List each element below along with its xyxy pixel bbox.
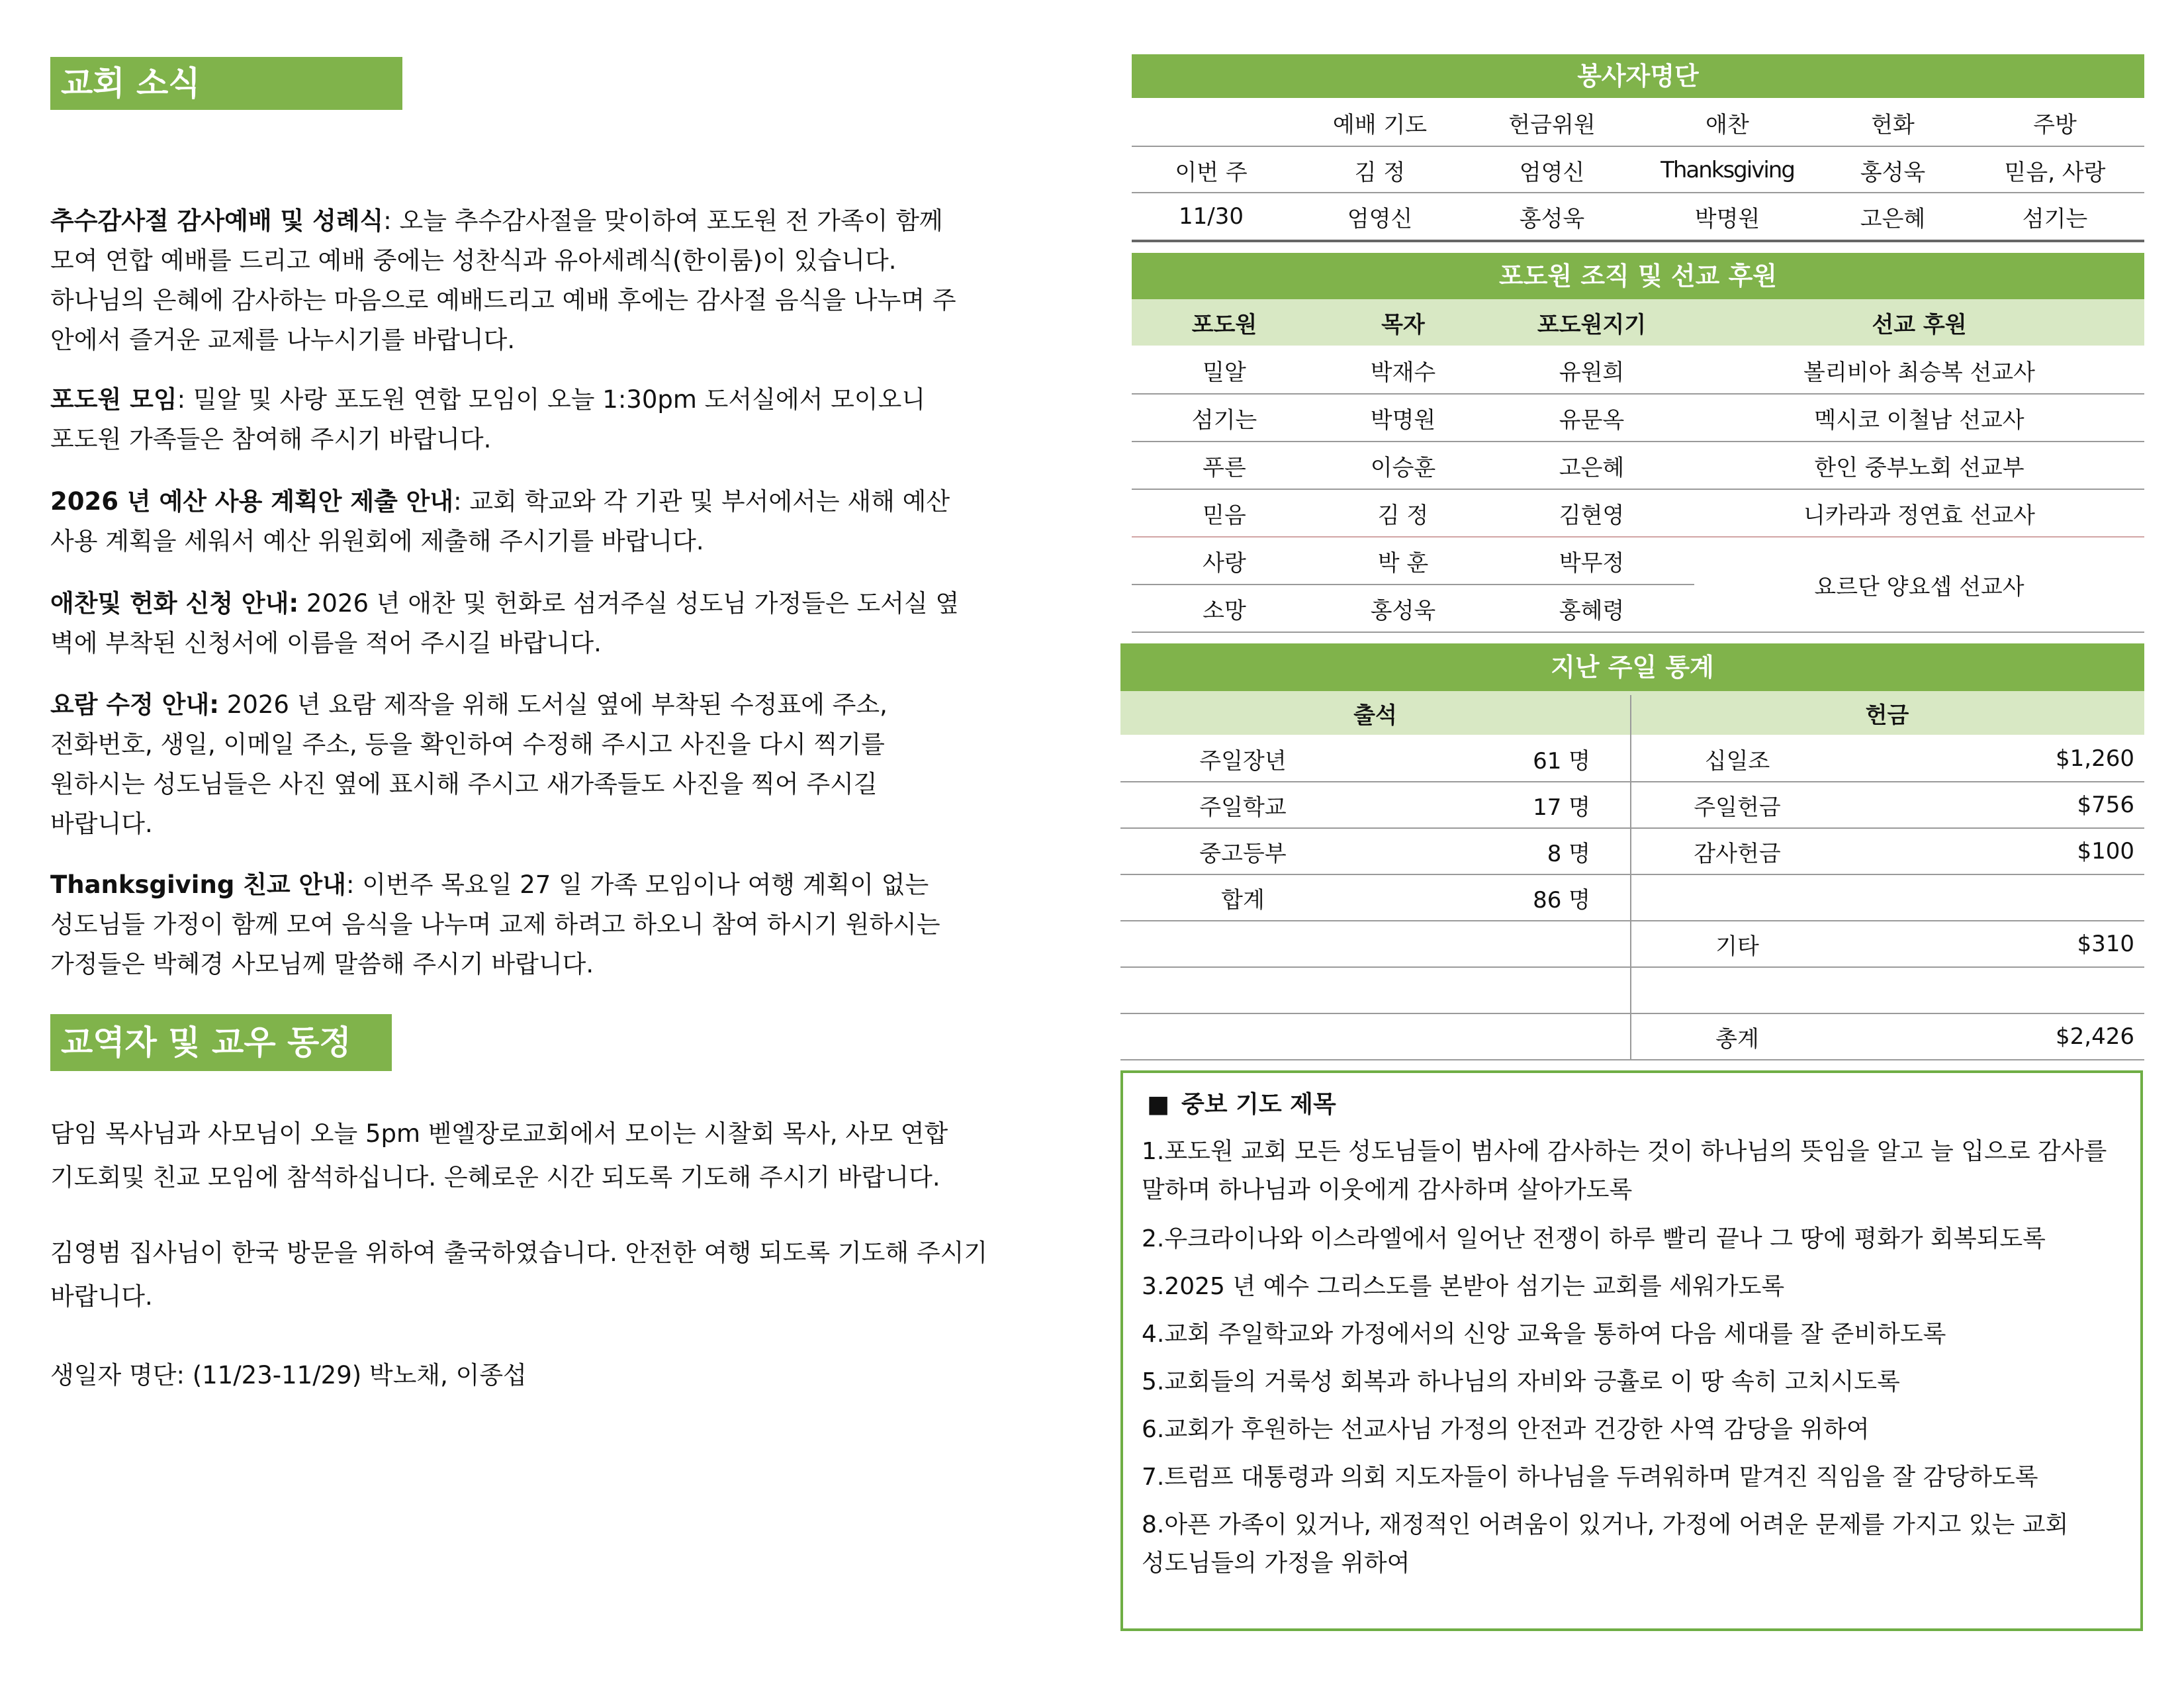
news-item-directory-update: [50, 645, 1083, 844]
offering-label: 감사헌금: [1694, 840, 1781, 867]
attendance-value: 17 명: [1533, 794, 1590, 821]
attendance-label: 중고등부: [1199, 840, 1287, 867]
volunteers-header-cell: 헌금위원: [1508, 111, 1596, 138]
vineyards-cell: 박재수: [1370, 359, 1436, 386]
news-item-thanksgiving-service: [50, 162, 1083, 360]
staff-news-title: 교역자 및 교우 동정: [50, 1014, 392, 1071]
offering-value: $2,426: [2056, 1023, 2134, 1050]
vineyards-cell: 이승훈: [1370, 454, 1436, 481]
news-item-text: : 교회 학교와 각 기관 및 부서에서는 새해 예산 사용 계획을 세워서 예산 위원회에 제출해 주시기를 바랍니다.: [50, 487, 950, 555]
offering-row: [1631, 921, 2144, 966]
vineyards-cell: 밀알: [1203, 359, 1246, 386]
offering-row: [1631, 736, 2144, 781]
prayer-item: 3.2025 년 예수 그리스도를 본받아 섬기는 교회를 세워가도록: [1142, 1273, 1785, 1300]
vineyards-cell: 박 훈: [1377, 549, 1429, 577]
volunteers-header-row: [1132, 99, 2144, 146]
attendance-label: 주일장년: [1199, 747, 1287, 774]
prayer-item: 5.교회들의 거룩성 회복과 하나님의 자비와 긍휼로 이 땅 속히 고치시도록: [1142, 1368, 1900, 1395]
attendance-row: [1120, 782, 1630, 827]
volunteers-cell: 11/30: [1179, 203, 1244, 230]
news-item-text: : 밀알 및 사랑 포도원 연합 모임이 오늘 1:30pm 도서실에서 모이오니 포도원 가족들은 참여해 주시기 바랍니다.: [50, 385, 926, 453]
offering-header: 헌금: [1865, 702, 1909, 729]
vineyards-cell: 한인 중부노회 선교부: [1814, 454, 2025, 481]
vineyards-merged-mission: [1694, 538, 2144, 632]
vineyards-row: [1132, 442, 2144, 489]
offering-label: 주일헌금: [1694, 794, 1781, 821]
vineyards-cell: 홍혜령: [1559, 597, 1625, 624]
stats-header-row: [1120, 691, 2144, 735]
prayer-item: 1.포도원 교회 모든 성도님들이 범사에 감사하는 것이 하나님의 뜻임을 알고 늘 입으로 감사를 말하며 하나님과 이웃에게 감사하며 살아가도록: [1142, 1138, 2107, 1203]
news-item-label: 포도원 모임: [50, 385, 177, 414]
vineyards-cell: 사랑: [1203, 549, 1246, 577]
vineyards-cell: 고은혜: [1559, 454, 1625, 481]
vineyards-row: [1132, 538, 1694, 584]
prayer-item: 8.아픈 가족이 있거나, 재정적인 어려움이 있거나, 가정에 어려운 문제를 가지고 있는 교회 성도님들의 가정을 위하여: [1142, 1511, 2069, 1577]
offering-label: 총계: [1715, 1025, 1759, 1053]
attendance-value: 86 명: [1533, 886, 1590, 914]
vineyards-cell: 멕시코 이철남 선교사: [1814, 406, 2025, 434]
attendance-value: 8 명: [1547, 840, 1590, 867]
offering-row: [1631, 829, 2144, 874]
volunteers-row: [1132, 147, 2144, 193]
vineyards-cell: 소망: [1203, 597, 1246, 624]
attendance-row: [1120, 829, 1630, 874]
volunteers-cell: 홍성욱: [1860, 159, 1926, 186]
news-item-text: : 이번주 목요일 27 일 가족 모임이나 여행 계획이 없는 성도님들 가정이 함께 모여 음식을 나누며 교제 하려고 하오니 참여 하시기 원하시는 가정들은 박혜경 사모님께 말씀해 주시기 바랍니다.: [50, 870, 940, 978]
volunteers-cell: 이번 주: [1175, 159, 1248, 186]
vineyards-row: [1132, 395, 2144, 441]
offering-row: [1631, 875, 2144, 920]
prayer-title-line: [1147, 1086, 1336, 1123]
prayer-title: 중보 기도 제목: [1181, 1091, 1336, 1118]
attendance-value: 61 명: [1533, 747, 1590, 774]
news-item-vineyard-meeting: [50, 340, 1083, 459]
vineyards-cell: 유원희: [1559, 359, 1625, 386]
news-item-thanksgiving-fellowship: [50, 825, 1083, 984]
vineyards-title: 포도원 조직 및 선교 후원: [1132, 253, 2144, 299]
offering-total-row: [1631, 1014, 2144, 1059]
volunteers-header-cell: 애찬: [1706, 111, 1749, 138]
news-item-label: 애찬및 헌화 신청 안내:: [50, 589, 299, 618]
attendance-header: 출석: [1353, 702, 1397, 729]
vineyards-header-cell: 포도원지기: [1537, 311, 1647, 338]
offering-value: $310: [2077, 931, 2134, 957]
prayer-item: 6.교회가 후원하는 선교사님 가정의 안전과 건강한 사역 감당을 위하여: [1142, 1416, 1870, 1443]
birthday-list: 생일자 명단: (11/23-11/29) 박노채, 이종섭: [50, 1361, 527, 1389]
vineyards-cell: 김현영: [1559, 502, 1625, 529]
volunteers-cell: 엄영신: [1347, 205, 1413, 232]
volunteers-header-cell: 주방: [2033, 111, 2077, 138]
vineyards-cell: 요르단 양요셉 선교사: [1814, 573, 2025, 600]
news-item-text: 2026 년 애찬 및 헌화로 섬겨주실 성도님 가정들은 도서실 옆 벽에 부착된 신청서에 이름을 적어 주시길 바랍니다.: [50, 589, 960, 657]
bullet-icon: ■: [1147, 1091, 1170, 1118]
church-news-title: 교회 소식: [50, 57, 402, 110]
attendance-label: 합계: [1221, 886, 1265, 914]
attendance-row: [1120, 875, 1630, 920]
offering-row: [1631, 968, 2144, 1013]
news-item-text: : 오늘 추수감사절을 맞이하여 포도원 전 가족이 함께 모여 연합 예배를 드리고 예배 중에는 성찬식과 유아세례식(한이룸)이 있습니다. 하나님의 은혜에 감사하는 마음으로 예배드리고 예배 후에는 감사절 음식을 나누며 주 안에서 즐거운 교제를 나누시기를 바랍니다.: [50, 207, 956, 354]
volunteers-cell: 엄영신: [1519, 159, 1585, 186]
staff-news-paragraph-1: 담임 목사님과 사모님이 오늘 5pm 벧엘장로교회에서 모이는 시찰회 목사, 사모 연합 기도회및 친교 모임에 참석하십니다. 은혜로운 시간 되도록 기도해 주시기 바랍니다.: [50, 1119, 948, 1192]
volunteers-header-cell: 헌화: [1871, 111, 1915, 138]
vineyards-cell: 니카라과 정연효 선교사: [1803, 502, 2036, 529]
offering-label: 십일조: [1704, 747, 1770, 774]
news-item-label: 2026 년 예산 사용 계획안 제출 안내: [50, 487, 454, 516]
staff-news-paragraph-2: 김영범 집사님이 한국 방문을 위하여 출국하였습니다. 안전한 여행 되도록 기도해 주시기 바랍니다.: [50, 1239, 988, 1311]
volunteers-cell: 박명원: [1694, 205, 1760, 232]
volunteers-cell: Thanksgiving: [1661, 157, 1794, 183]
vineyards-header-cell: 포도원: [1191, 311, 1257, 338]
news-item-label: 추수감사절 감사예배 및 성례식: [50, 207, 384, 235]
attendance-row: [1120, 736, 1630, 781]
volunteers-cell: 홍성욱: [1519, 205, 1585, 232]
news-item-text: 2026 년 요람 제작을 위해 도서실 옆에 부착된 수정표에 주소, 전화번호, 생일, 이메일 주소, 등을 확인하여 수정해 주시고 사진을 다시 찍기를 원하시는 성도님들은 사진 옆에 표시해 주시고 새가족들도 사진을 찍어 주시길 바랍니다.: [50, 690, 887, 838]
vineyards-header-cell: 목자: [1381, 311, 1425, 338]
vineyards-cell: 믿음: [1203, 502, 1246, 529]
volunteers-row: [1132, 193, 2144, 240]
volunteers-header-cell: 예배 기도: [1332, 111, 1428, 138]
volunteers-cell: 고은혜: [1860, 205, 1926, 232]
volunteers-cell: 김 정: [1354, 159, 1406, 186]
vineyards-header-row: [1132, 299, 2144, 346]
prayer-item: 7.트럼프 대통령과 의회 지도자들이 하나님을 두려워하며 맡겨진 직임을 잘 감당하도록: [1142, 1464, 2038, 1491]
vineyards-cell: 홍성욱: [1370, 597, 1436, 624]
vineyards-row: [1132, 585, 1694, 632]
volunteers-cell: 섬기는: [2022, 205, 2088, 232]
vineyards-row: [1132, 347, 2144, 393]
vineyards-cell: 섬기는: [1191, 406, 1257, 434]
offering-value: $1,260: [2056, 745, 2134, 772]
prayer-item: 2.우크라이나와 이스라엘에서 일어난 전쟁이 하루 빨리 끝나 그 땅에 평화가 회복되도록: [1142, 1225, 2046, 1252]
volunteers-cell: 믿음, 사랑: [2004, 159, 2106, 186]
vineyards-cell: 유문옥: [1559, 406, 1625, 434]
vineyards-cell: 김 정: [1377, 502, 1429, 529]
volunteers-title: 봉사자명단: [1132, 54, 2144, 98]
offering-value: $756: [2077, 792, 2134, 818]
vineyards-row: [1132, 490, 2144, 536]
vineyards-cell: 박무정: [1559, 549, 1625, 577]
news-item-budget-plan: [50, 442, 1083, 561]
news-item-label: 요람 수정 안내:: [50, 690, 220, 719]
attendance-label: 주일학교: [1199, 794, 1287, 821]
prayer-box: [1120, 1070, 2143, 1631]
offering-value: $100: [2077, 838, 2134, 865]
stats-title: 지난 주일 통계: [1120, 643, 2144, 691]
offering-label: 기타: [1715, 933, 1759, 960]
prayer-item: 4.교회 주일학교와 가정에서의 신앙 교육을 통하여 다음 세대를 잘 준비하도록: [1142, 1321, 1946, 1348]
vineyards-cell: 박명원: [1370, 406, 1436, 434]
news-item-label: Thanksgiving 친교 안내: [50, 870, 347, 899]
offering-row: [1631, 782, 2144, 827]
vineyards-cell: 푸른: [1203, 454, 1246, 481]
vineyards-header-cell: 선교 후원: [1872, 311, 1967, 338]
vineyards-cell: 볼리비아 최승복 선교사: [1803, 359, 2036, 386]
